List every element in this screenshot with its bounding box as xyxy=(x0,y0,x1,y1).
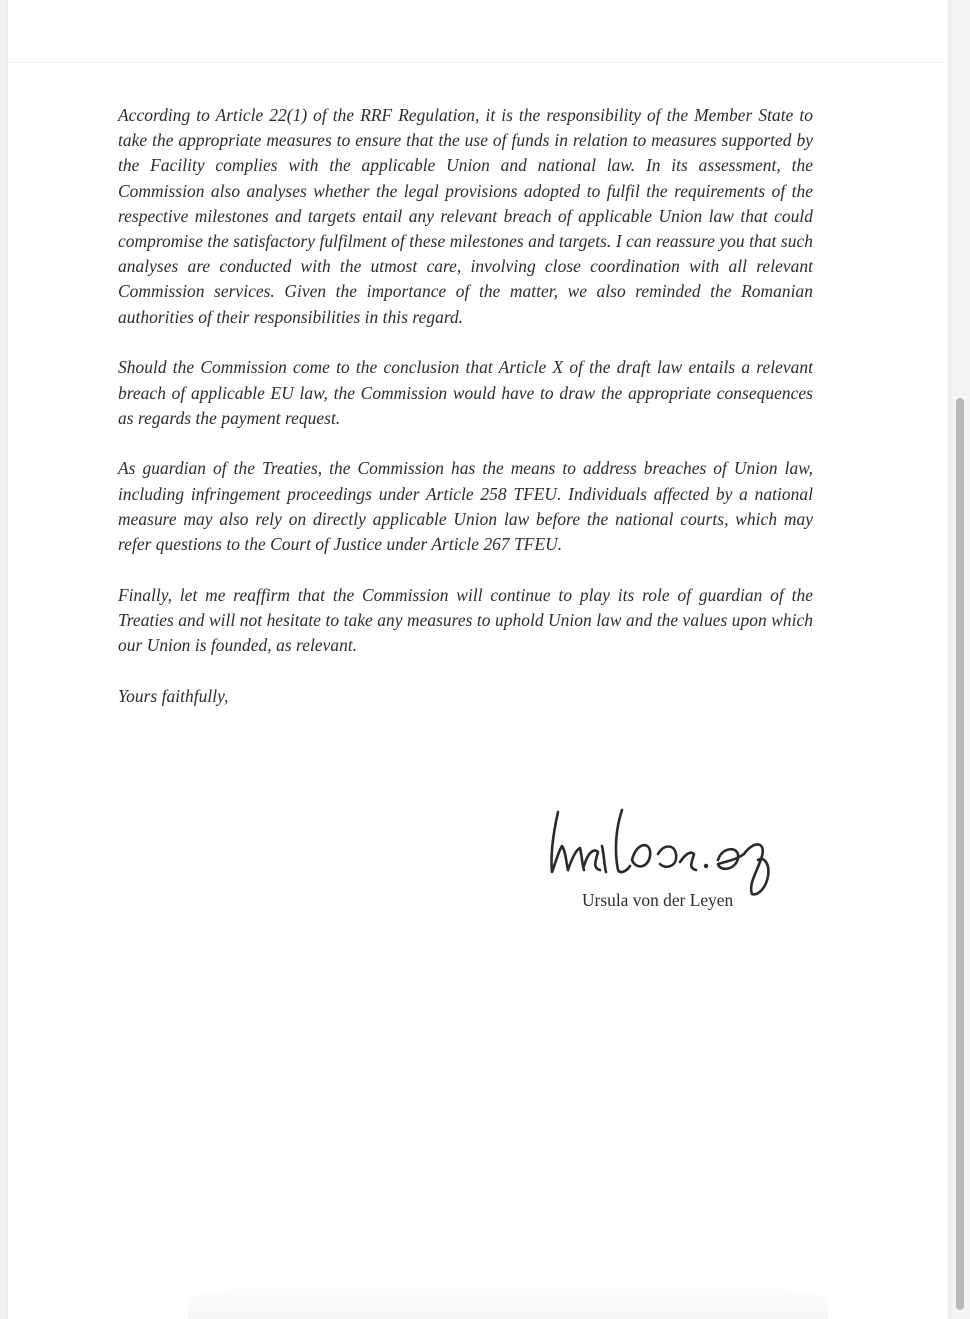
signatory-name: Ursula von der Leyen xyxy=(582,890,734,910)
scrollbar-thumb[interactable] xyxy=(956,398,964,1310)
letter-body xyxy=(118,103,813,709)
paragraph-rrf-regulation: According to Article 22(1) of the RRF Regulation, it is the responsibility of the Member State to take the appropriate measures to ensure that the use of funds in relation to measures supported by the Facility complies with the applicable Union and national law. In its assessment, the Commission also analyses whether the legal provisions adopted to fulfil the requirements of the respective milestones and targets entail any relevant breach of applicable Union law that could compromise the satisfactory fulfilment of these milestones and targets. I can reassure you that such analyses are conducted with the utmost care, involving close coordination with all relevant Commission services. Given the importance of the matter, we also reminded the Romanian authorities of their responsibilities in this regard. xyxy=(118,105,813,327)
letter-closing: Yours faithfully, xyxy=(118,685,229,706)
paragraph-reaffirm: Finally, let me reaffirm that the Commission will continue to play its role of guardian of the Treaties and will not hesitate to take any measures to uphold Union law and the values upon which our Union is founded, as relevant. xyxy=(118,584,813,656)
page-edge-line xyxy=(8,62,948,63)
paragraph-article-x: Should the Commission come to the conclusion that Article X of the draft law entails a relevant breach of applicable EU law, the Commission would have to draw the appropriate consequences as regards the payment request. xyxy=(118,357,813,428)
handwritten-signature xyxy=(540,800,790,900)
paragraph-guardian-of-treaties: As guardian of the Treaties, the Commission has the means to address breaches of Union law, including infringement proceedings under Article 258 TFEU. Individuals affected by a national measure may also rely on directly applicable Union law before the national courts, which may refer questions to the Court of Justice under Article 267 TFEU. xyxy=(118,458,813,555)
page-footer-shade xyxy=(188,1279,828,1319)
